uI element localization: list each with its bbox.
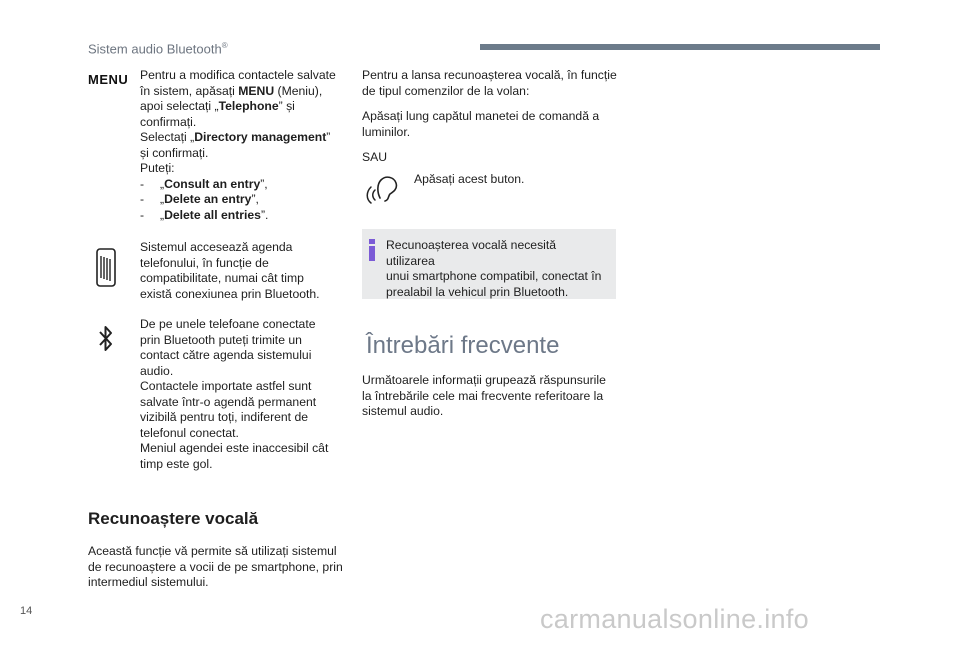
press-button-text: Apăsați acest buton.: [414, 172, 525, 186]
info-note: [362, 229, 616, 299]
phone-agenda-text: Sistemul accesează agenda telefonului, în funcție de compatibilitate, numai cât timp există conexiunea prin Bluetooth.: [140, 240, 320, 301]
bluetooth-icon: [98, 324, 114, 354]
voice-recognition-heading: Recunoaștere vocală: [88, 509, 259, 528]
menu-key-label: MENU: [88, 72, 129, 87]
or-label: SAU: [362, 150, 388, 164]
option-consult: - „Consult an entry”,: [140, 177, 360, 193]
header-title: Sistem audio Bluetooth®: [88, 41, 228, 57]
watermark: carmanualsonline.info: [540, 604, 809, 634]
page-number: 14: [20, 605, 33, 617]
header-accent-bar: [480, 44, 880, 50]
option-list: [140, 177, 360, 224]
option-delete: - „Delete an entry”,: [140, 192, 360, 208]
faq-heading: Întrebări frecvente: [366, 332, 560, 359]
info-note-text: Recunoașterea vocală necesită utilizarea unui smartphone compatibil, conectat în prealabil la vehicul prin Bluetooth.: [386, 238, 602, 299]
info-icon: [369, 239, 375, 261]
menu-instructions: Pentru a modifica contactele salvate în sistem, apăsați MENU (Meniu), apoi selectați „Telephone” și confirmați. Selectați „Directory management” și confirmați. Puteți: - „Consult an entry”, - „Delete an entry”, - „Delete all entries”.: [140, 68, 360, 223]
voice-recognition-text: Această funcție vă permite să utilizați sistemul de recunoaștere a vocii de pe smartphone, prin intermediul sistemului.: [88, 544, 343, 589]
voice-command-icon: [366, 172, 402, 206]
bluetooth-contacts-text: De pe unele telefoane conectate prin Bluetooth puteți trimite un contact către agenda sistemului audio. Contactele importate astfel sunt salvate într-o agendă permanent vizibilă pentru toți, indiferent de telefonul conectat. Meniul agendei este inaccesibil cât timp este gol.: [140, 317, 329, 471]
long-press-text: Apăsați lung capătul manetei de comandă a luminilor.: [362, 109, 600, 139]
faq-text: Următoarele informații grupează răspunsurile la întrebările cele mai frecvente referitoare la sistemul audio.: [362, 373, 606, 418]
phone-icon: [94, 248, 118, 288]
voice-intro-text: Pentru a lansa recunoașterea vocală, în funcție de tipul comenzilor de la volan:: [362, 68, 617, 98]
option-delete-all: - „Delete all entries”.: [140, 208, 360, 224]
